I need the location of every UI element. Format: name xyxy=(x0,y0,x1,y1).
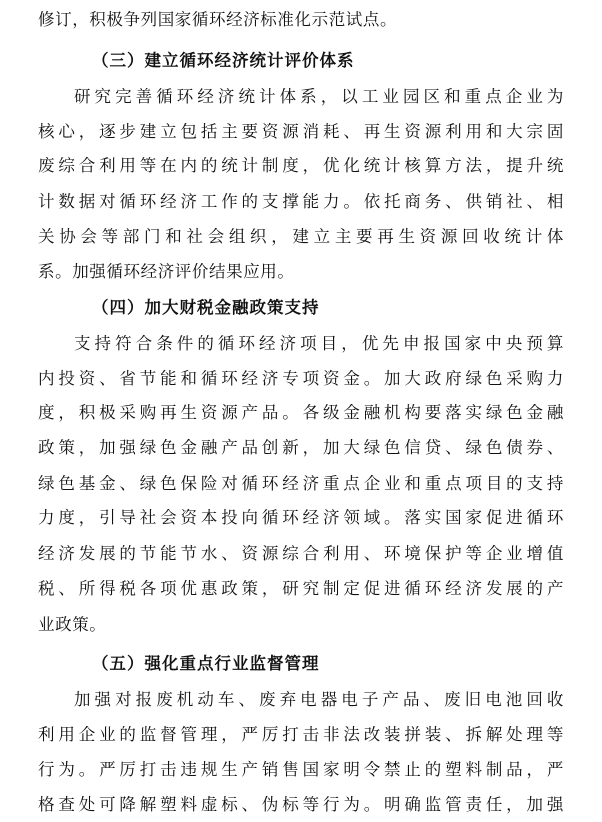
paragraph-line: 研究完善循环经济统计体系，以工业园区和重点企业为 xyxy=(74,87,564,106)
paragraph-line: 支持符合条件的循环经济项目，优先申报国家中央预算 xyxy=(74,334,564,353)
paragraph-line: 格查处可降解塑料虚标、伪标等行为。明确监管责任，加强 xyxy=(38,795,564,814)
paragraph-line: 系。加强循环经济评价结果应用。 xyxy=(38,262,295,281)
paragraph-line: 内投资、省节能和循环经济专项资金。加大政府绿色采购力 xyxy=(38,369,564,388)
paragraph-line: 利用企业的监督管理，严厉打击非法改装拼装、拆解处理等 xyxy=(38,725,564,744)
section-heading: （四）加大财税金融政策支持 xyxy=(92,298,320,317)
paragraph-line: 力度，引导社会资本投向循环经济领域。落实国家促进循环 xyxy=(38,508,564,527)
paragraph-line: 业政策。 xyxy=(38,615,107,634)
paragraph-line: 关协会等部门和社会组织，建立主要再生资源回收统计体 xyxy=(38,227,564,246)
paragraph-line: 加强对报废机动车、废弃电器电子产品、废旧电池回收 xyxy=(74,690,564,709)
paragraph-line: 经济发展的节能节水、资源综合利用、环境保护等企业增值 xyxy=(38,544,564,563)
section-heading: （三）建立循环经济统计评价体系 xyxy=(92,51,355,70)
paragraph-line: 绿色基金、绿色保险对循环经济重点企业和重点项目的支持 xyxy=(38,474,564,493)
paragraph-line: 税、所得税各项优惠政策，研究制定促进循环经济发展的产 xyxy=(38,579,564,598)
section-heading: （五）强化重点行业监督管理 xyxy=(92,654,320,673)
paragraph-line: 度，积极采购再生资源产品。各级金融机构要落实绿色金融 xyxy=(38,403,564,422)
paragraph-line: 行为。严厉打击违规生产销售国家明令禁止的塑料制品，严 xyxy=(38,760,564,779)
paragraph-line: 计数据对循环经济工作的支撑能力。依托商务、供销社、相 xyxy=(38,192,564,211)
paragraph-line: 废综合利用等在内的统计制度，优化统计核算方法，提升统 xyxy=(38,156,564,175)
paragraph-line: 核心，逐步建立包括主要资源消耗、再生资源利用和大宗固 xyxy=(38,122,564,141)
paragraph-line: 政策，加强绿色金融产品创新，加大绿色信贷、绿色债券、 xyxy=(38,438,564,457)
paragraph-line: 修订，积极争列国家循环经济标准化示范试点。 xyxy=(38,10,398,29)
